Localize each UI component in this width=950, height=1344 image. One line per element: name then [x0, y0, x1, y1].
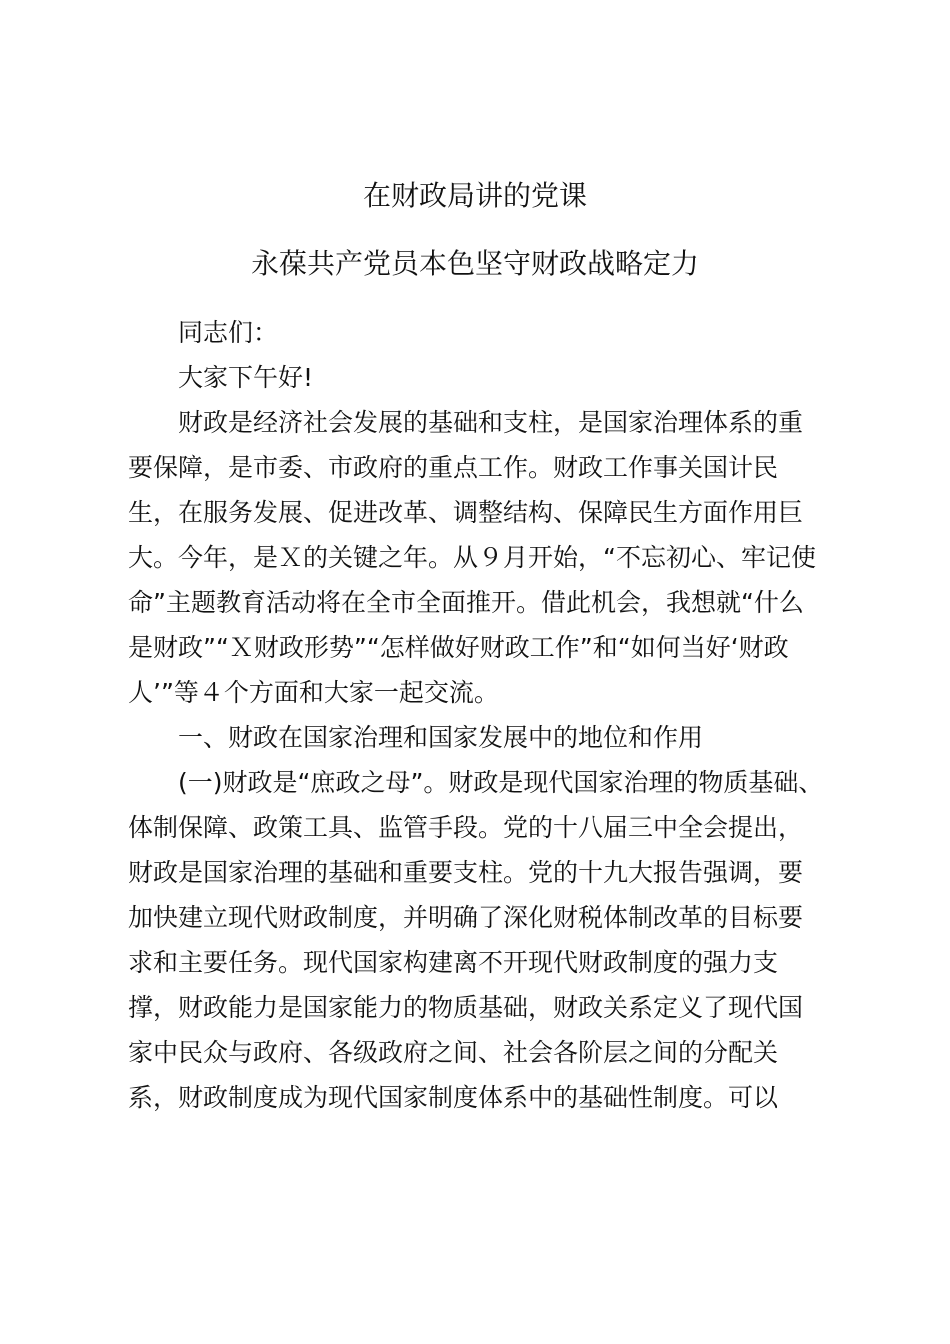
document-title: 在财政局讲的党课: [362, 179, 587, 212]
salutation: 同志们：: [178, 318, 279, 347]
body-line: 人’”等４个方面和大家一起交流。: [128, 678, 499, 707]
document-body: [128, 310, 828, 1120]
body-line: 命”主题教育活动将在全市全面推开。借此机会，我想就“什么: [128, 588, 804, 617]
body-line: (一)财政是“庶政之母”。财政是现代国家治理的物质基础、: [178, 768, 824, 797]
body-line: 系，财政制度成为现代国家制度体系中的基础性制度。可以: [128, 1083, 779, 1112]
body-line: 大。今年，是Ｘ的关键之年。从９月开始，“不忘初心、牢记使: [128, 543, 816, 572]
body-line: 要保障，是市委、市政府的重点工作。财政工作事关国计民: [128, 453, 779, 482]
document-subtitle: 永葆共产党员本色坚守财政战略定力: [250, 247, 699, 280]
body-line: 财政是国家治理的基础和重要支柱。党的十九大报告强调，要: [128, 858, 804, 887]
section-heading: 一、财政在国家治理和国家发展中的地位和作用: [178, 723, 704, 752]
body-line: 加快建立现代财政制度，并明确了深化财税体制改革的目标要: [128, 903, 804, 932]
body-line: 体制保障、政策工具、监管手段。党的十八届三中全会提出，: [128, 813, 804, 842]
body-line: 生，在服务发展、促进改革、调整结构、保障民生方面作用巨: [128, 498, 804, 527]
body-line: 财政是经济社会发展的基础和支柱，是国家治理体系的重: [178, 408, 804, 437]
body-line: 求和主要任务。现代国家构建离不开现代财政制度的强力支: [128, 948, 779, 977]
body-line: 撑，财政能力是国家能力的物质基础，财政关系定义了现代国: [128, 993, 804, 1022]
body-line: 是财政”“Ｘ财政形势”“怎样做好财政工作”和“如何当好‘财政: [128, 633, 789, 662]
body-line: 家中民众与政府、各级政府之间、社会各阶层之间的分配关: [128, 1038, 779, 1067]
greeting: 大家下午好!: [178, 363, 314, 392]
